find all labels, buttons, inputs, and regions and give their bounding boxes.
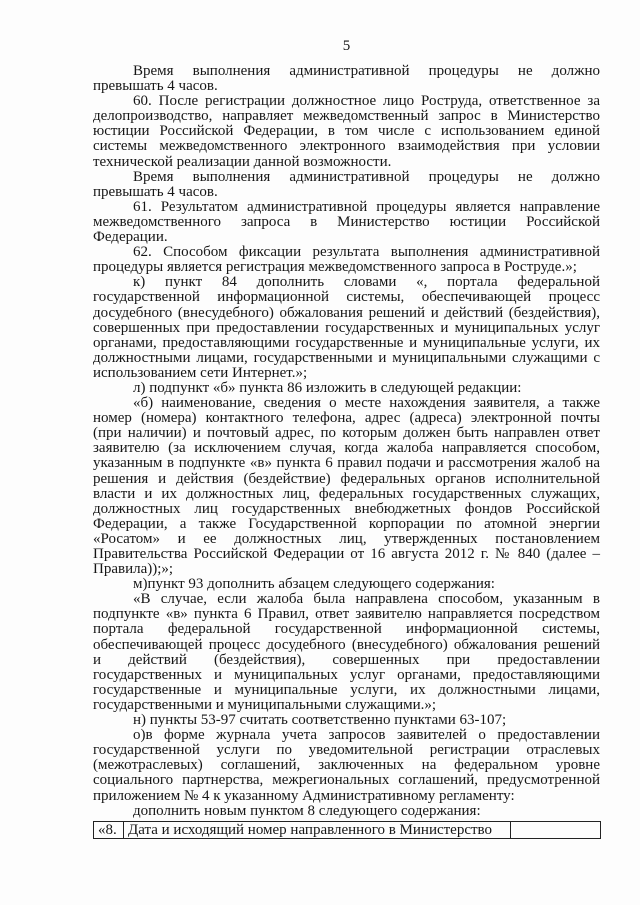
paragraph: [93, 577, 600, 592]
text-line: государственные и муниципальные услуги, их должностными лицами,: [93, 681, 600, 698]
paragraph: [93, 728, 600, 803]
text-line: межведомственного запроса в Министерство юстиции Российской: [93, 213, 600, 230]
text-line: юстиции Российской Федерации, в том числе с использованием единой: [93, 123, 600, 140]
text-line: делопроизводство, направляет межведомственный запрос в Министерство: [93, 108, 600, 125]
table-cell-description: Дата и исходящий номер направленного в Министерство: [124, 822, 511, 839]
paragraph: [93, 245, 600, 275]
text-line: Правительства Российской Федерации от 16 августа 2012 г. № 840 (далее –: [93, 546, 600, 562]
text-line: обеспечивающей процесс досудебного (внесудебного) обжалования решений: [93, 636, 600, 653]
text-line: превышать 4 часов.: [93, 78, 218, 95]
text-line: (межотраслевых) соглашений, заключенных на федеральном уровне: [93, 757, 600, 774]
text-line: Время выполнения административной процедуры не должно: [133, 63, 600, 79]
text-line: должностных лиц государственных внебюджетных фондов Российской: [93, 500, 600, 517]
text-line: использованием сети Интернет.»;: [93, 364, 308, 381]
paragraph: [93, 592, 600, 713]
page-number: 5: [342, 38, 351, 54]
text-line: Федерации, а также Государственной корпорации по атомной энергии: [93, 515, 600, 532]
text-line: государственной услуги по уведомительной регистрации отраслевых: [93, 742, 600, 759]
text-line: системы межведомственного электронного взаимодействия при условии: [93, 138, 600, 155]
table-cell-item-number: «8.: [94, 822, 124, 839]
paragraph: [93, 396, 600, 577]
text-line: 61. Результатом административной процедуры является направление: [133, 198, 600, 215]
paragraph: [93, 200, 600, 245]
text-line: 62. Способом фиксации результата выполнения административной: [133, 244, 600, 261]
text-line: государственными и муниципальными служащими.»;: [93, 696, 437, 713]
text-line: «б) наименование, сведения о месте нахождения заявителя, а также: [133, 395, 600, 412]
text-line: о)в форме журнала учета запросов заявителей о предоставлении: [133, 727, 600, 744]
text-line: «В случае, если жалоба была направлена способом, указанным в: [133, 591, 600, 608]
text-line: превышать 4 часов.: [93, 183, 218, 200]
paragraph: [93, 94, 600, 169]
text-line: Правила));»;: [93, 561, 174, 578]
text-line: м)пункт 93 дополнить абзацем следующего содержания:: [133, 576, 495, 593]
text-line: Время выполнения административной процедуры не должно: [133, 168, 600, 185]
document-table: [93, 821, 601, 839]
table-cell-empty: [511, 822, 601, 839]
text-line: Федерации.: [93, 229, 168, 246]
paragraph: [93, 804, 600, 819]
text-line: совершенных при предоставлении государственных и муниципальных услуг: [93, 319, 600, 336]
text-line: номер (номера) контактного телефона, адрес (адреса) электронной почты: [93, 410, 600, 427]
text-line: (при наличии) и почтовый адрес, по которым должен быть направлен ответ: [93, 425, 600, 442]
text-line: органами, предоставляющими государственные и муниципальные услуги, их: [93, 334, 600, 351]
text-line: приложением № 4 к указанному Административному регламенту:: [93, 787, 515, 804]
text-line: л) подпункт «б» пункта 86 изложить в следующей редакции:: [133, 379, 522, 396]
text-line: досудебного (внесудебного) обжалования решений и действий (бездействия),: [93, 304, 600, 321]
paragraph: [93, 713, 600, 728]
text-line: процедуры является регистрация межведомственного запроса в Роструде.»;: [93, 259, 577, 276]
text-line: государственной информационной системы, обеспечивающей процесс: [93, 289, 600, 306]
paragraph: [93, 64, 600, 94]
paragraph: [93, 275, 600, 381]
text-line: власти и их должностных лиц, федеральных государственных служащих,: [93, 485, 600, 502]
text-line: дополнить новым пунктом 8 следующего содержания:: [133, 802, 481, 819]
text-line: подпункте «в» пункта 6 Правил, ответ заявителю направляется посредством: [93, 606, 600, 623]
text-line: заявителю (за исключением случая, когда жалоба направляется способом,: [93, 440, 600, 457]
text-line: портала федеральной государственной информационной системы,: [93, 621, 600, 638]
text-line: 60. После регистрации должностное лицо Роструда, ответственное за: [133, 93, 600, 110]
text-line: н) пункты 53-97 считать соответственно пунктами 63-107;: [133, 712, 507, 729]
text-line: указанным в подпункте «в» пункта 6 правил подачи и рассмотрения жалоб на: [93, 455, 600, 472]
text-line: социального партнерства, межрегиональных соглашений, предусмотренной: [93, 772, 600, 789]
text-line: решения и действия (бездействие) федеральных органов исполнительной: [93, 470, 600, 487]
paragraph: [93, 381, 600, 396]
table-row: [94, 822, 601, 839]
text-line: «Росатом» и ее должностных лиц, утвержденных постановлением: [93, 530, 600, 547]
text-line: государственных и муниципальных услуг органами, предоставляющими: [93, 666, 600, 683]
text-line: к) пункт 84 дополнить словами «, портала федеральной: [133, 274, 600, 291]
paragraph: [93, 170, 600, 200]
text-line: технической реализации данной возможности.: [93, 153, 392, 170]
document-body: [93, 64, 600, 819]
text-line: и действий (бездействия), совершенных при предоставлении: [93, 651, 600, 668]
text-line: должностными лицами, государственными и муниципальными служащими с: [93, 349, 600, 366]
